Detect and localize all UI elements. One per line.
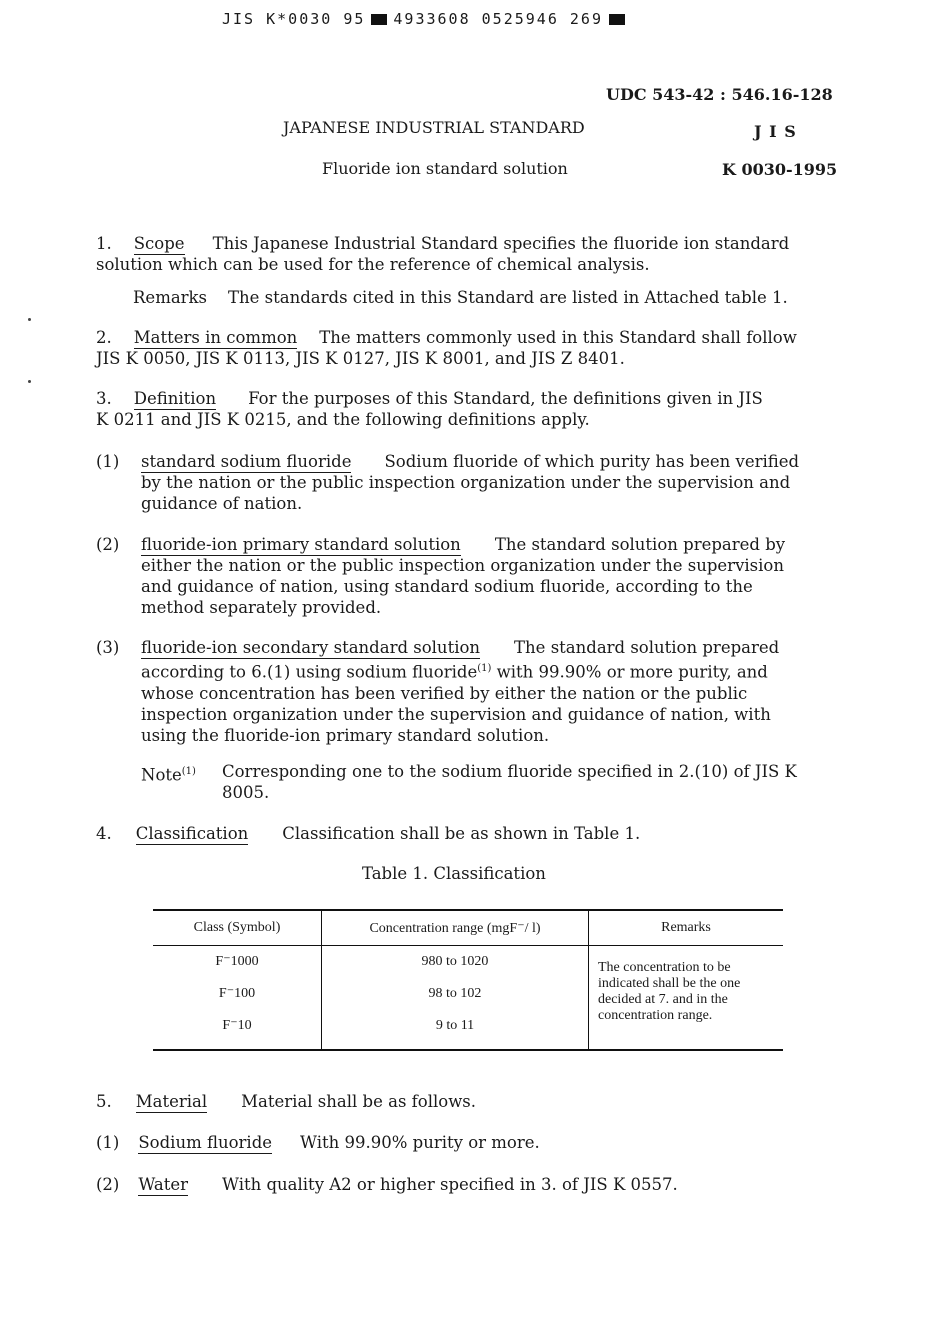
definition-line: according to 6.(1) using sodium fluoride — [141, 662, 478, 682]
udc-number: UDC 543-42 : 546.16-128 — [606, 85, 833, 104]
note-label-block — [141, 761, 196, 786]
term-water: Water — [138, 1175, 189, 1194]
concentration-range: 9 to 11 — [435, 1018, 475, 1033]
remarks-cell: The concentration to be indicated shall be the one decided at 7. and in the concentration range. — [589, 946, 784, 1051]
definition-line: The standard solution prepared by — [494, 535, 786, 554]
definition-line: Sodium fluoride of which purity has been verified — [384, 452, 800, 471]
definition-item-2-body — [141, 534, 785, 618]
definition-item-1 — [96, 451, 119, 472]
section-number: 4. — [96, 824, 112, 843]
definition-item-1-body — [141, 451, 799, 514]
definition-text-line: K 0211 and JIS K 0215, and the following definitions apply. — [96, 410, 590, 429]
section-heading-scope: Scope — [133, 234, 185, 253]
section-number: 2. — [96, 328, 112, 347]
document-number: K 0030-1995 — [722, 160, 838, 179]
table-row — [153, 946, 783, 1051]
definition-line: and guidance of nation, using standard sodium fluoride, according to the — [141, 577, 753, 596]
scan-header — [222, 10, 631, 28]
concentration-range-cell — [322, 946, 589, 1051]
section-definition — [96, 388, 763, 430]
item-number: (1) — [96, 452, 120, 471]
classification-table — [153, 909, 783, 1051]
section-number: 5. — [96, 1092, 112, 1111]
definition-text-line: For the purposes of this Standard, the definitions given in JIS — [248, 389, 763, 408]
definition-line: guidance of nation. — [141, 494, 303, 513]
section-classification — [96, 823, 640, 844]
section-matters-in-common — [96, 327, 797, 369]
item-number: (2) — [96, 535, 120, 554]
section-material — [96, 1091, 476, 1112]
note-label: Note — [141, 765, 182, 785]
scan-code-1: JIS K*0030 95 — [222, 10, 366, 28]
definition-line: using the fluoride-ion primary standard solution. — [141, 725, 550, 745]
definition-line: with 99.90% or more purity, and — [491, 662, 768, 682]
section-heading-matters: Matters in common — [133, 328, 298, 347]
section-scope — [96, 233, 789, 275]
item-number: (3) — [96, 638, 120, 657]
concentration-range: 980 to 1020 — [421, 954, 489, 969]
footnote-ref: (1) — [181, 766, 196, 777]
section-heading-material: Material — [135, 1092, 208, 1111]
column-header: Class (Symbol) — [153, 910, 322, 946]
note-line: Corresponding one to the sodium fluoride specified in 2.(10) of JIS K — [222, 762, 797, 781]
class-symbol: F⁻10 — [222, 1018, 252, 1033]
class-symbol: F⁻1000 — [215, 954, 259, 969]
material-item-text: With quality A2 or higher specified in 3. of JIS K 0557. — [222, 1175, 678, 1194]
footnote-ref: (1) — [477, 663, 492, 674]
class-symbol-cell — [153, 946, 322, 1051]
material-text: Material shall be as follows. — [241, 1092, 477, 1111]
definition-line: whose concentration has been verified by either the nation or the public — [141, 683, 748, 703]
matters-text-line: JIS K 0050, JIS K 0113, JIS K 0127, JIS K 8001, and JIS Z 8401. — [96, 349, 625, 368]
scan-code-2: 4933608 0525946 269 — [393, 10, 603, 28]
black-block-icon — [371, 14, 387, 25]
scan-speck — [28, 318, 31, 321]
class-symbol: F⁻100 — [218, 986, 256, 1001]
term-sodium-fluoride: Sodium fluoride — [138, 1133, 273, 1152]
definition-item-3-body — [141, 637, 779, 746]
column-header: Remarks — [589, 910, 784, 946]
table-caption: Table 1. Classification — [362, 864, 546, 883]
note-line: 8005. — [222, 783, 270, 802]
definition-line: either the nation or the public inspection organization under the supervision — [141, 556, 784, 575]
definition-line: method separately provided. — [141, 598, 382, 617]
definition-item-3 — [96, 637, 119, 658]
section-heading-definition: Definition — [133, 389, 217, 408]
table-header-row — [153, 910, 783, 946]
scope-remarks — [133, 287, 788, 308]
item-number: (1) — [96, 1133, 120, 1152]
scan-speck — [28, 380, 31, 383]
remarks-text: The standards cited in this Standard are listed in Attached table 1. — [228, 288, 788, 307]
item-number: (2) — [96, 1175, 120, 1194]
concentration-range: 98 to 102 — [428, 986, 482, 1001]
definition-line: by the nation or the public inspection organization under the supervision and — [141, 473, 791, 492]
definition-item-2 — [96, 534, 119, 555]
classification-text: Classification shall be as shown in Table 1. — [282, 824, 641, 843]
term-primary-standard-solution: fluoride-ion primary standard solution — [141, 535, 461, 554]
term-standard-sodium-fluoride: standard sodium fluoride — [141, 452, 352, 471]
section-number: 1. — [96, 234, 112, 253]
scope-text-line: This Japanese Industrial Standard specifies the fluoride ion standard — [212, 234, 790, 253]
remarks-label: Remarks — [133, 288, 208, 307]
section-number: 3. — [96, 389, 112, 408]
term-secondary-standard-solution: fluoride-ion secondary standard solution — [141, 638, 481, 657]
black-block-icon — [609, 14, 625, 25]
note-body — [222, 761, 797, 803]
definition-line: The standard solution prepared — [514, 638, 780, 657]
scope-text-line: solution which can be used for the reference of chemical analysis. — [96, 255, 650, 274]
material-item-2 — [96, 1174, 678, 1195]
document-title: Fluoride ion standard solution — [322, 159, 568, 178]
material-item-text: With 99.90% purity or more. — [300, 1133, 540, 1152]
standard-title: JAPANESE INDUSTRIAL STANDARD — [283, 118, 585, 137]
matters-text-line: The matters commonly used in this Standard shall follow — [319, 328, 797, 347]
definition-line: inspection organization under the supervision and guidance of nation, with — [141, 704, 771, 724]
section-heading-classification: Classification — [135, 824, 249, 843]
column-header: Concentration range (mgF⁻/ l) — [322, 910, 589, 946]
material-item-1 — [96, 1132, 540, 1153]
jis-label: J I S — [754, 122, 797, 141]
